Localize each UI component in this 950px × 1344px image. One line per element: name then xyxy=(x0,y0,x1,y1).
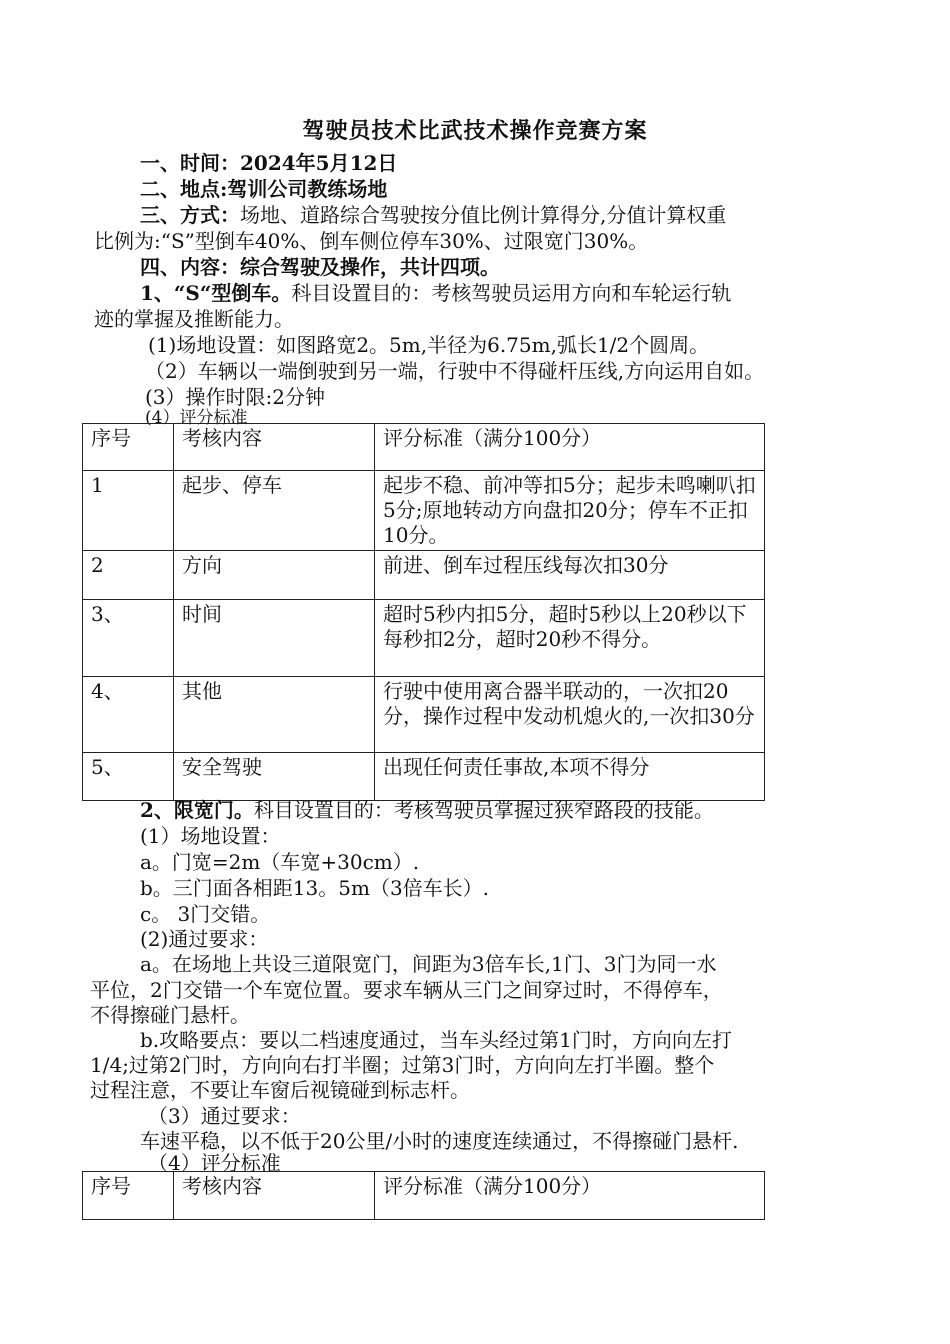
row-criteria: 行驶中使用离合器半联动的，一次扣20分，操作过程中发动机熄火的,一次扣30分 xyxy=(375,677,765,753)
method-continued: 比例为:“S”型倒车40%、倒车侧位停车30%、过限宽门30%。 xyxy=(94,229,649,253)
section2-item-b: b。三门面各相距13。5m（3倍车长）. xyxy=(140,876,490,900)
table-row xyxy=(83,471,765,551)
section2-req-b-line1: b.攻略要点：要以二档速度通过，当车头经过第1门时，方向向左打 xyxy=(140,1028,732,1052)
section2-heading: 2、限宽门。 xyxy=(140,798,254,822)
section1-continued: 迹的掌握及推断能力。 xyxy=(94,307,294,331)
section1-item3: (3）操作时限:2分钟 xyxy=(145,385,325,409)
table-header-row xyxy=(83,1172,765,1220)
row-number: 5、 xyxy=(83,753,174,801)
scoring-table-2 xyxy=(82,1171,765,1220)
section2-req-b-line2: 1/4;过第2门时，方向向右打半圈；过第3门时，方向向左打半圈。整个 xyxy=(90,1053,715,1077)
row-number: 4、 xyxy=(83,677,174,753)
section2-item-a: a。门宽=2m（车宽+30cm）. xyxy=(140,850,420,874)
header-cell: 评分标准（满分100分） xyxy=(375,424,765,471)
method-text: 场地、道路综合驾驶按分值比例计算得分,分值计算权重 xyxy=(240,203,727,227)
row-criteria: 前进、倒车过程压线每次扣30分 xyxy=(375,551,765,600)
row-criteria: 起步不稳、前冲等扣5分；起步未鸣喇叭扣5分;原地转动方向盘扣20分；停车不正扣10分。 xyxy=(375,471,765,551)
method-line xyxy=(140,202,726,228)
document-title: 驾驶员技术比武技术操作竞赛方案 xyxy=(302,118,648,144)
section1-item2: （2）车辆以一端倒驶到另一端，行驶中不得碰杆压线,方向运用自如。 xyxy=(145,359,765,383)
section2-req-a-line2: 平位，2门交错一个车宽位置。要求车辆从三门之间穿过时，不得停车， xyxy=(90,978,723,1002)
section2-item-c: c。 3门交错。 xyxy=(140,902,271,926)
section2-req-a-line3: 不得擦碰门悬杆。 xyxy=(90,1003,250,1027)
row-criteria: 超时5秒内扣5分，超时5秒以上20秒以下每秒扣2分，超时20秒不得分。 xyxy=(375,600,765,677)
header-cell: 序号 xyxy=(83,424,174,471)
row-number: 2 xyxy=(83,551,174,600)
header-cell: 评分标准（满分100分） xyxy=(375,1172,765,1220)
section2-item3: （3）通过要求： xyxy=(148,1104,301,1128)
method-heading: 三、方式： xyxy=(140,203,240,227)
row-number: 1 xyxy=(83,471,174,551)
section2-item1: (1）场地设置： xyxy=(140,824,281,848)
section2-line xyxy=(140,797,714,823)
table-row xyxy=(83,677,765,753)
row-item: 方向 xyxy=(174,551,375,600)
time-line: 一、时间：2024年5月12日 xyxy=(140,151,398,175)
table-header-row xyxy=(83,424,765,471)
place-line: 二、地点:驾训公司教练场地 xyxy=(140,177,388,201)
section2-req-b-line3: 过程注意，不要让车窗后视镜碰到标志杆。 xyxy=(90,1078,470,1102)
section1-item1: (1)场地设置：如图路宽2。5m,半径为6.75m,弧长1/2个圆周。 xyxy=(148,333,710,357)
row-item: 安全驾驶 xyxy=(174,753,375,801)
section2-text: 科目设置目的：考核驾驶员掌握过狭窄路段的技能。 xyxy=(253,798,714,822)
header-cell: 序号 xyxy=(83,1172,174,1220)
table-row xyxy=(83,551,765,600)
table-row xyxy=(83,600,765,677)
section2-item4: （4）评分标准 xyxy=(148,1151,281,1175)
section2-req-a-line1: a。在场地上共设三道限宽门，间距为3倍车长,1门、3门为同一水 xyxy=(140,952,717,976)
section2-item3-text: 车速平稳，以不低于20公里/小时的速度连续通过，不得擦碰门悬杆. xyxy=(140,1129,739,1153)
table-row xyxy=(83,753,765,801)
header-cell: 考核内容 xyxy=(174,1172,375,1220)
row-item: 其他 xyxy=(174,677,375,753)
scoring-table-1 xyxy=(82,423,765,801)
row-item: 时间 xyxy=(174,600,375,677)
header-cell: 考核内容 xyxy=(174,424,375,471)
row-item: 起步、停车 xyxy=(174,471,375,551)
section1-text: 科目设置目的：考核驾驶员运用方向和车轮运行轨 xyxy=(291,281,732,305)
section2-item2: (2)通过要求： xyxy=(140,927,269,951)
section1-heading: 1、“S“型倒车。 xyxy=(140,281,292,305)
content-line: 四、内容：综合驾驶及操作，共计四项。 xyxy=(140,255,500,279)
section1-line xyxy=(140,280,731,306)
section1-item4: (4）评分标准 xyxy=(145,408,248,428)
row-number: 3、 xyxy=(83,600,174,677)
row-criteria: 出现任何责任事故,本项不得分 xyxy=(375,753,765,801)
